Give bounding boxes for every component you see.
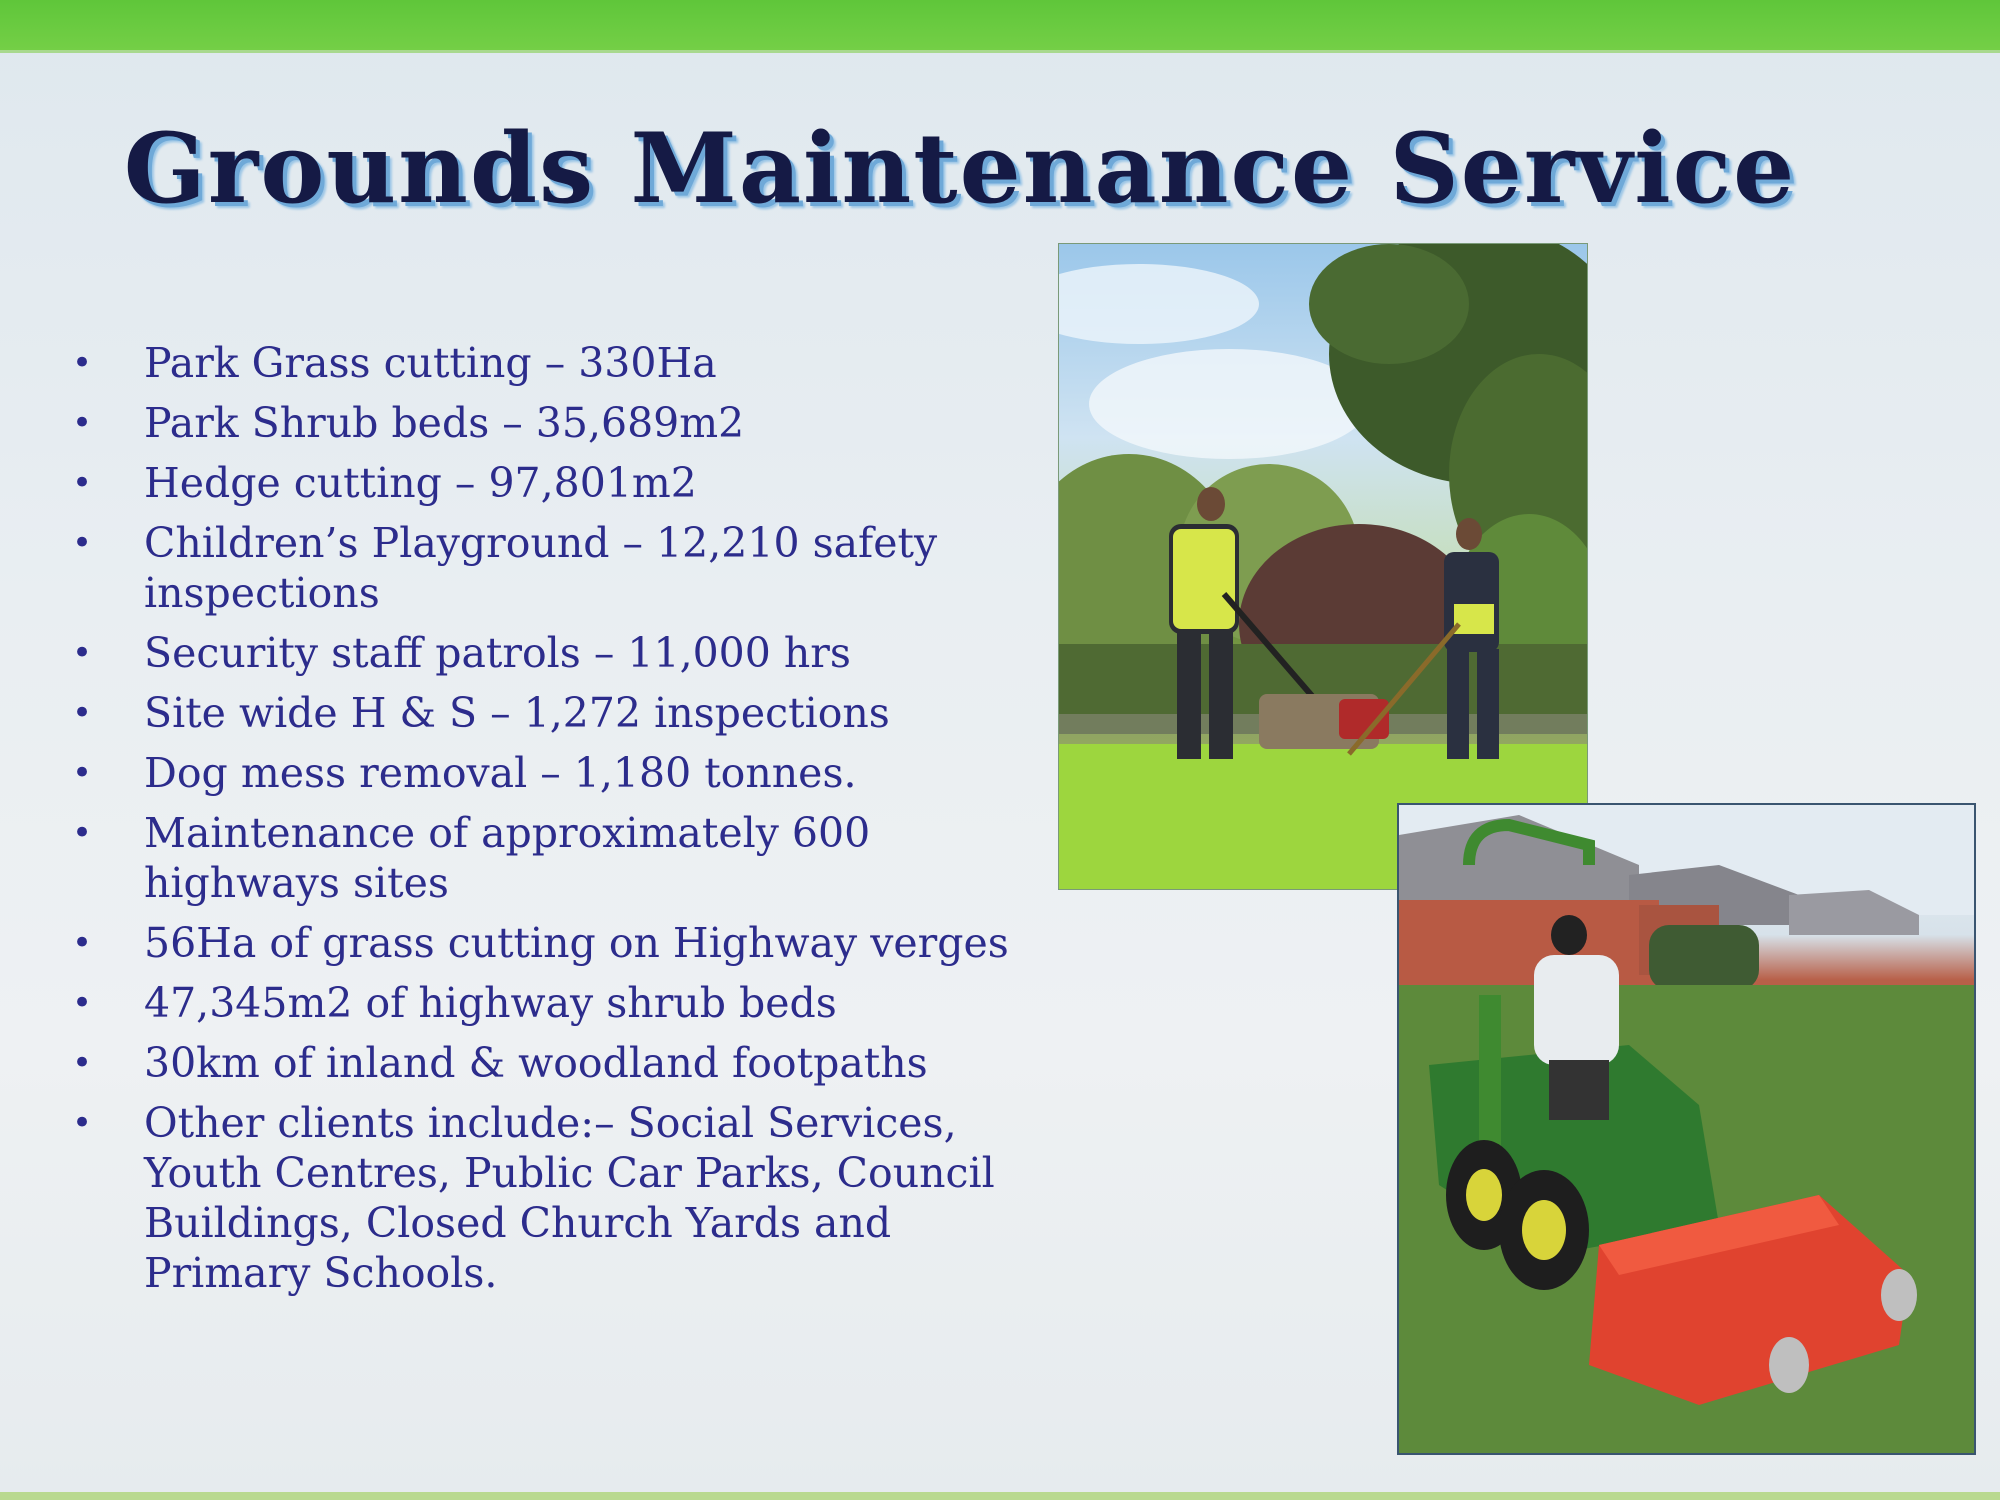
bullet-text: Other clients include:– Social Services, Youth Centres, Public Car Parks, Council Buildings, Closed Church Yards and Primary Schools. [144, 1099, 995, 1297]
bullet-icon: • [72, 523, 93, 563]
bullet-text: 47,345m2 of highway shrub beds [144, 979, 837, 1027]
list-item [70, 398, 1030, 448]
bullet-text: 30km of inland & woodland footpaths [144, 1039, 928, 1087]
top-accent-bar [0, 0, 2000, 53]
bullet-text: Park Shrub beds – 35,689m2 [144, 399, 745, 447]
bullet-icon: • [72, 753, 93, 793]
bullet-icon: • [72, 1043, 93, 1083]
bullet-list [70, 338, 1030, 1308]
list-item [70, 748, 1030, 798]
bullet-text: Site wide H & S – 1,272 inspections [144, 689, 890, 737]
ride-on-mower-with-flail-deck-photo [1399, 805, 1974, 1453]
two-workers-with-mower-and-strimmer-photo [1059, 244, 1587, 889]
bullet-text: Children’s Playground – 12,210 safety inspections [144, 519, 938, 617]
list-item [70, 978, 1030, 1028]
list-item [70, 1098, 1030, 1298]
bullet-text: Security staff patrols – 11,000 hrs [144, 629, 851, 677]
list-item [70, 628, 1030, 678]
bullet-icon: • [72, 343, 93, 383]
slide-title: Grounds Maintenance Service [123, 112, 1797, 225]
bullet-icon: • [72, 813, 93, 853]
bullet-text: Park Grass cutting – 330Ha [144, 339, 717, 387]
bullet-icon: • [72, 633, 93, 673]
list-item [70, 808, 1030, 908]
bullet-icon: • [72, 403, 93, 443]
bullet-text: 56Ha of grass cutting on Highway verges [144, 919, 1009, 967]
bullet-icon: • [72, 463, 93, 503]
bullet-icon: • [72, 923, 93, 963]
list-item [70, 518, 1030, 618]
bullet-text: Dog mess removal – 1,180 tonnes. [144, 749, 857, 797]
bullet-icon: • [72, 693, 93, 733]
workers-park-photo [1058, 243, 1588, 890]
ride-on-mower-photo [1397, 803, 1976, 1455]
bullet-icon: • [72, 983, 93, 1023]
bullet-text: Hedge cutting – 97,801m2 [144, 459, 697, 507]
list-item [70, 918, 1030, 968]
list-item [70, 458, 1030, 508]
list-item [70, 338, 1030, 388]
list-item [70, 688, 1030, 738]
bullet-icon: • [72, 1103, 93, 1143]
bullet-text: Maintenance of approximately 600 highways sites [144, 809, 871, 907]
bottom-accent-bar [0, 1492, 2000, 1500]
list-item [70, 1038, 1030, 1088]
